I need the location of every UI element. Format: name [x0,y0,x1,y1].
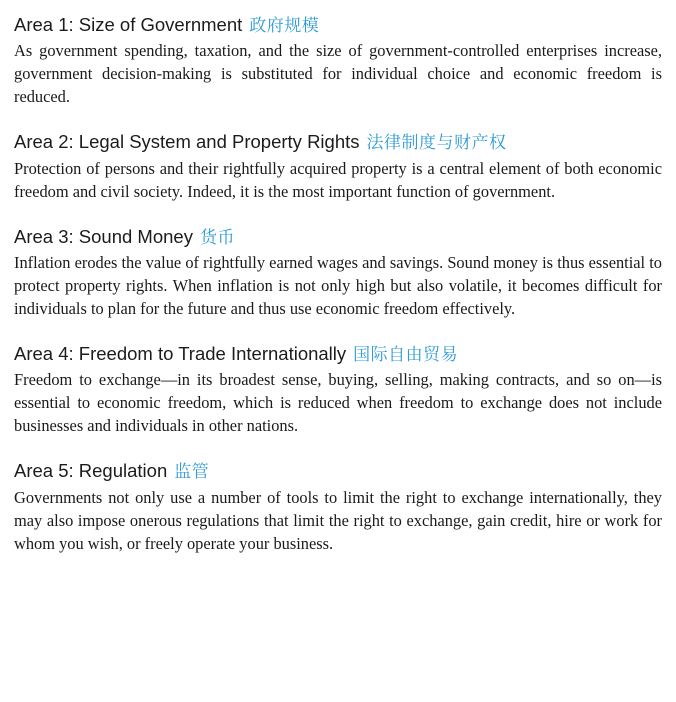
area-heading-chinese-4: 国际自由贸易 [353,344,459,365]
area-heading-4 [14,343,662,365]
area-section-3 [14,226,662,321]
area-heading-english-1: Area 1: Size of Government [14,14,243,35]
area-heading-chinese-1: 政府规模 [249,16,320,36]
area-heading-chinese-2: 法律制度与财产权 [366,133,507,154]
area-heading-chinese-3: 货币 [199,227,235,248]
area-section-4 [14,343,662,438]
area-heading-3 [14,226,662,248]
area-heading-english-4: Area 4: Freedom to Trade Internationally [14,342,347,364]
area-heading-english-3: Area 3: Sound Money [14,225,193,247]
area-section-5 [14,460,662,555]
area-body-1: As government spending, taxation, and the size of government-controlled enterprises increase, government decision-making is substituted for individual choice and economic freedom is reduced. [14,41,662,107]
area-body-4: Freedom to exchange—in its broadest sense, buying, selling, making contracts, and so on—is essential to economic freedom, which is reduced when freedom to exchange does not include businesses and individuals in other nations. [14,370,662,436]
area-heading-english-5: Area 5: Regulation [14,460,168,482]
area-section-1 [14,14,662,109]
area-section-2 [14,131,662,203]
area-heading-chinese-5: 监管 [174,462,210,483]
area-body-3: Inflation erodes the value of rightfully earned wages and savings. Sound money is thus essential to protect property rights. When inflation is not only high but also volatile, it becomes difficult for individuals to plan for the future and thus use economic freedom effectively. [14,253,662,318]
area-heading-5 [14,460,662,482]
area-heading-english-2: Area 2: Legal System and Property Rights [14,131,360,153]
area-heading-1 [14,14,662,36]
area-heading-2 [14,131,662,153]
area-body-5: Governments not only use a number of tools to limit the right to exchange internationally, they may also impose onerous regulations that limit the right to exchange, gain credit, hire or work for whom you wish, or freely operate your business. [14,487,662,553]
area-body-2: Protection of persons and their rightfully acquired property is a central element of both economic freedom and civil society. Indeed, it is the most important function of government. [14,158,662,201]
